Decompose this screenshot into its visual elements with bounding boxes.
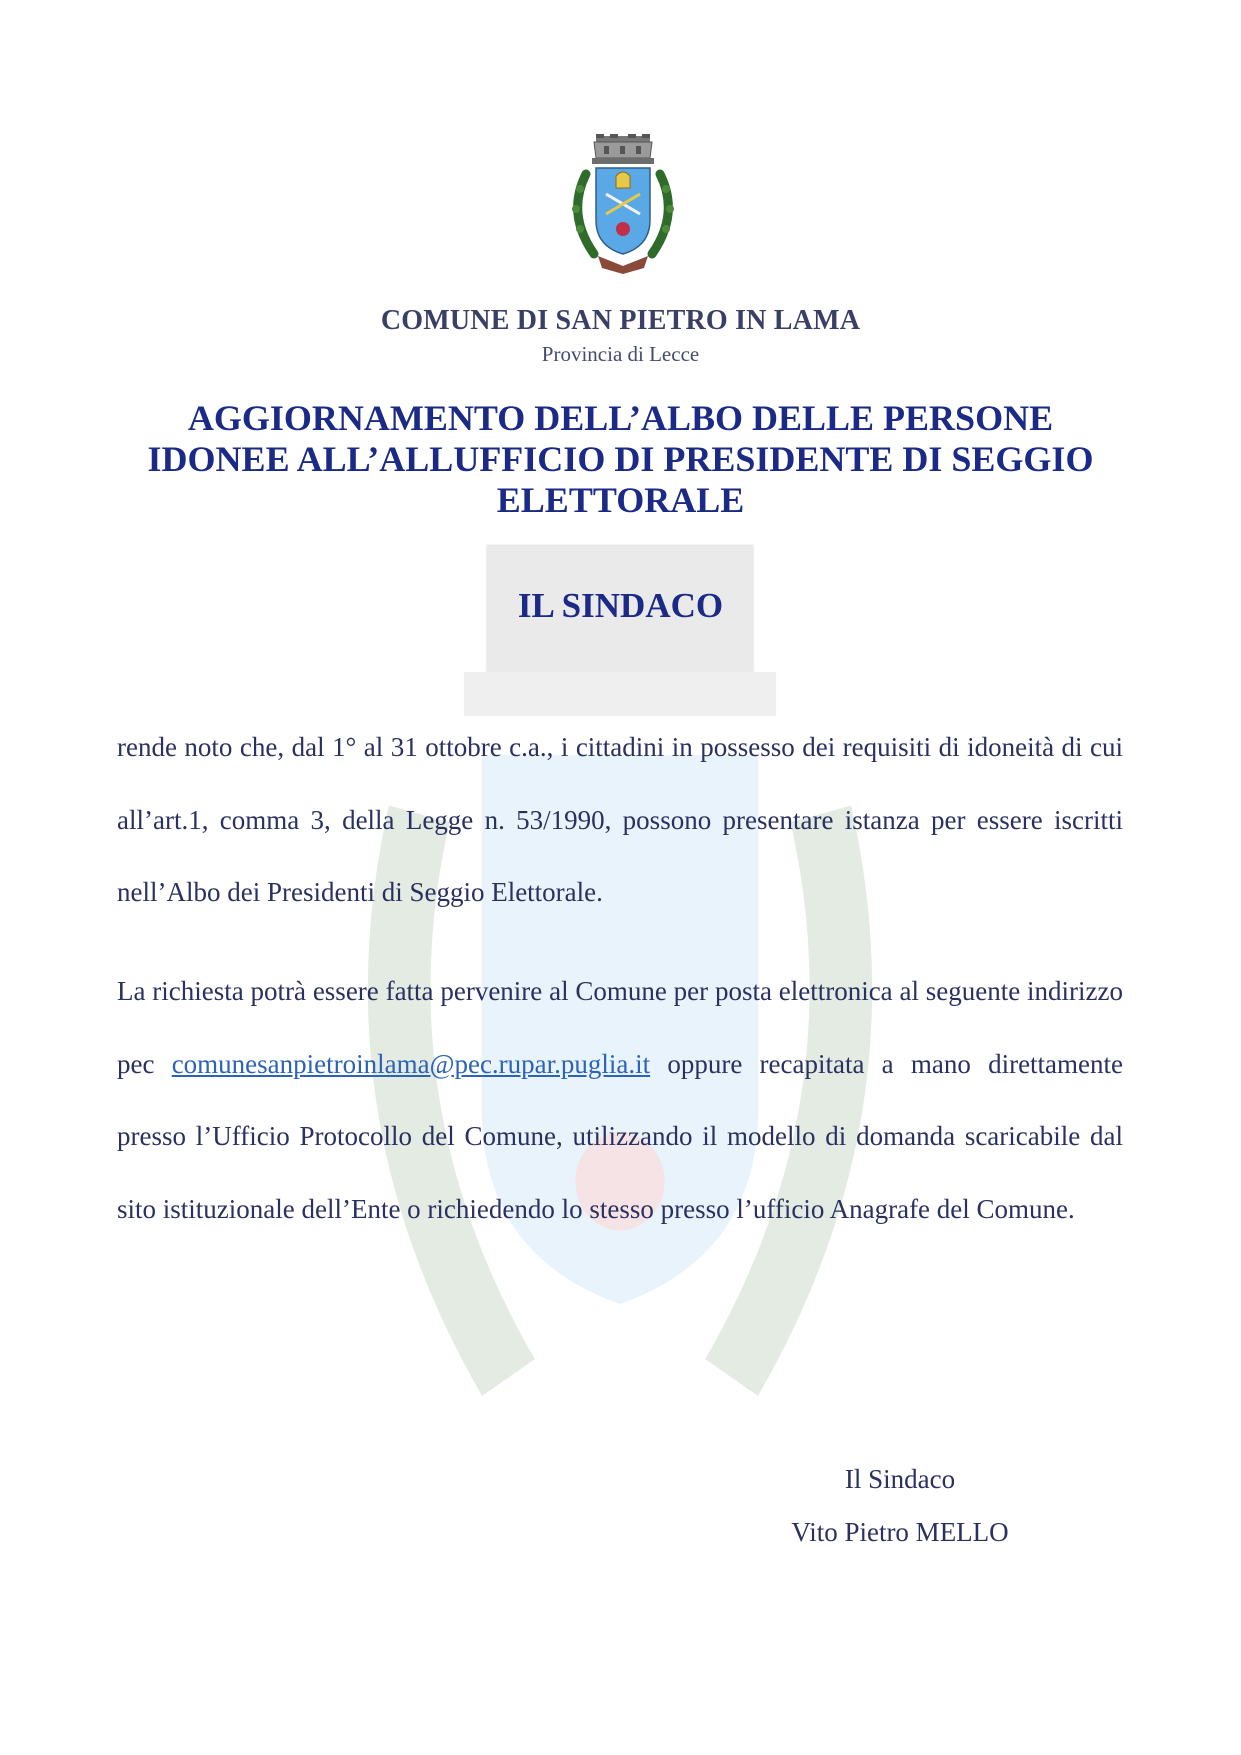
municipality-name: COMUNE DI SAN PIETRO IN LAMA [380, 305, 861, 336]
notice-title-line: AGGIORNAMENTO DELL’ALBO DELLE PERSONE [187, 398, 1054, 438]
notice-subtitle: IL SINDACO [517, 586, 724, 625]
crest-icon [558, 134, 688, 274]
body-paragraph-2 [117, 955, 1123, 1245]
paragraph-2-text-start: La richiesta potrà essere fatta pervenire al Comune per posta elettronica al seguente indirizzo pec [117, 976, 1123, 1079]
signature-title: Il Sindaco [844, 1464, 956, 1494]
pec-email-link[interactable]: comunesanpietroinlama@pec.rupar.puglia.it [171, 1048, 651, 1079]
notice-title-line: ELETTORALE [496, 480, 745, 520]
paragraph-2-text-end: oppure recapitata a mano direttamente presso l’Ufficio Protocollo del Comune, utilizzando il modello di domanda scaricabile dal sito istituzionale dell’Ente o richiedendo lo stesso presso l’ufficio Anagrafe del Comune. [117, 1048, 1124, 1224]
province-name: Provincia di Lecce [541, 342, 700, 366]
notice-title [110, 398, 1131, 521]
body-paragraph-1: rende noto che, dal 1° al 31 ottobre c.a., i cittadini in possesso dei requisiti di idoneità di cui all’art.1, comma 3, della Legge n. 53/1990, possono presentare istanza per essere iscritti nell’Albo dei Presidenti di Seggio Elettorale. [117, 732, 1123, 907]
notice-title-line: IDONEE ALL’ALLUFFICIO DI PRESIDENTE DI SEGGIO [147, 439, 1094, 479]
signature-name: Vito Pietro MELLO [791, 1517, 1009, 1547]
